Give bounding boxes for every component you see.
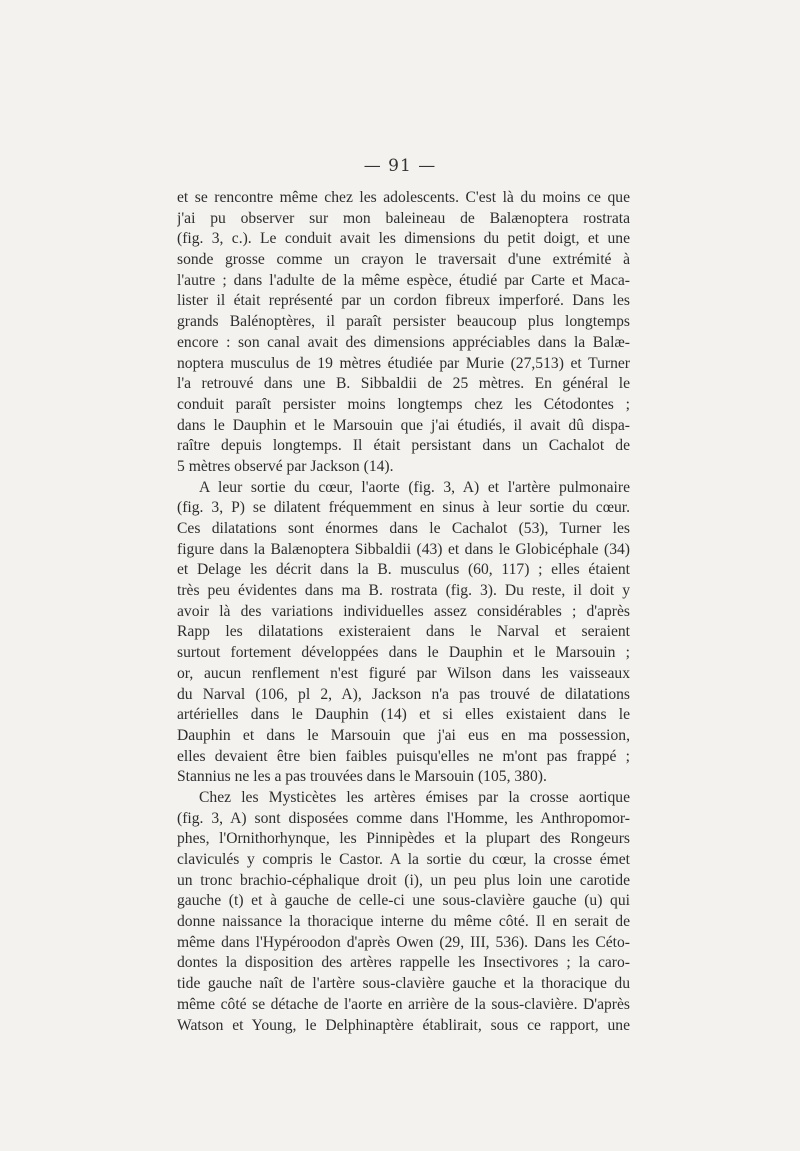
- text-line: Dauphin et dans le Marsouin que j'ai eus en ma possession,: [177, 726, 630, 744]
- text-line: conduit paraît persister moins longtemps chez les Cétodontes ;: [177, 395, 630, 413]
- text-line: même côté se détache de l'aorte en arrière de la sous-clavière. D'après: [177, 995, 630, 1013]
- text-line: et Delage les décrit dans la B. musculus (60, 117) ; elles étaient: [177, 561, 630, 579]
- text-line: lister il était représenté par un cordon fibreux imperforé. Dans les: [177, 292, 630, 310]
- text-line: l'a retrouvé dans une B. Sibbaldii de 25 mètres. En général le: [177, 375, 630, 393]
- text-line: claviculés y compris le Castor. A la sortie du cœur, la crosse émet: [177, 851, 630, 868]
- text-line: un tronc brachio-céphalique droit (i), un peu plus loin une carotide: [177, 871, 630, 889]
- text-line: noptera musculus de 19 mètres étudiée par Murie (27,513) et Turner: [177, 354, 630, 372]
- page-number: — 91 —: [363, 156, 437, 176]
- text-line: sonde grosse comme un crayon le traversait d'une extrémité à: [177, 251, 630, 269]
- text-line: très peu évidentes dans ma B. rostrata (fig. 3). Du reste, il doit y: [177, 582, 630, 600]
- text-line: encore : son canal avait des dimensions appréciables dans la Balæ-: [177, 333, 630, 351]
- text-line: elles devaient être bien faibles puisqu'elles ne m'ont pas frappé ;: [177, 747, 630, 765]
- text-line: dontes la disposition des artères rappelle les Insectivores ; la caro-: [177, 954, 630, 972]
- text-line: grands Balénoptères, il paraît persister beaucoup plus longtemps: [177, 313, 630, 331]
- text-line: Rapp les dilatations existeraient dans le Narval et seraient: [177, 623, 630, 641]
- text-line: du Narval (106, pl 2, A), Jackson n'a pas trouvé de dilatations: [177, 685, 630, 703]
- text-line: raître depuis longtemps. Il était persistant dans un Cachalot de: [177, 437, 630, 455]
- text-line: l'autre ; dans l'adulte de la même espèce, étudié par Carte et Maca-: [177, 271, 630, 289]
- text-line: (fig. 3, c.). Le conduit avait les dimensions du petit doigt, et une: [177, 230, 630, 248]
- text-line: tide gauche naît de l'artère sous-clavière gauche et la thoracique du: [177, 975, 630, 993]
- text-line: et se rencontre même chez les adolescents. C'est là du moins ce que: [177, 189, 630, 206]
- text-line: (fig. 3, A) sont disposées comme dans l'Homme, les Anthropomor-: [177, 809, 630, 827]
- text-line: 5 mètres observé par Jackson (14).: [177, 457, 394, 475]
- text-line: artérielles dans le Dauphin (14) et si elles existaient dans le: [177, 706, 630, 724]
- text-line: Chez les Mysticètes les artères émises par la crosse aortique: [199, 788, 630, 806]
- text-line: Ces dilatations sont énormes dans le Cachalot (53), Turner les: [177, 520, 630, 537]
- text-line: donne naissance la thoracique interne du même côté. Il en serait de: [177, 913, 630, 931]
- text-line: gauche (t) et à gauche de celle-ci une sous-clavière gauche (u) qui: [177, 892, 630, 910]
- body-text: [177, 188, 630, 1036]
- text-line: Watson et Young, le Delphinaptère établirait, sous ce rapport, une: [177, 1016, 630, 1034]
- text-line: avoir là des variations individuelles assez considérables ; d'après: [177, 602, 630, 620]
- text-line: j'ai pu observer sur mon baleineau de Balænoptera rostrata: [177, 209, 630, 227]
- text-line: dans le Dauphin et le Marsouin que j'ai étudiés, il avait dû dispa-: [177, 416, 630, 434]
- text-line: figure dans la Balænoptera Sibbaldii (43) et dans le Globicéphale (34): [177, 540, 630, 558]
- text-line: Stannius ne les a pas trouvées dans le Marsouin (105, 380).: [177, 768, 547, 786]
- text-line: phes, l'Ornithorhynque, les Pinnipèdes et la plupart des Rongeurs: [177, 830, 630, 848]
- text-line: (fig. 3, P) se dilatent fréquemment en sinus à leur sortie du cœur.: [177, 499, 630, 517]
- text-line: or, aucun renflement n'est figuré par Wilson dans les vaisseaux: [177, 664, 630, 682]
- text-line: surtout fortement développées dans le Dauphin et le Marsouin ;: [177, 644, 630, 662]
- text-line: même dans l'Hypéroodon d'après Owen (29, III, 536). Dans les Céto-: [177, 933, 630, 951]
- text-line: A leur sortie du cœur, l'aorte (fig. 3, A) et l'artère pulmonaire: [199, 478, 630, 496]
